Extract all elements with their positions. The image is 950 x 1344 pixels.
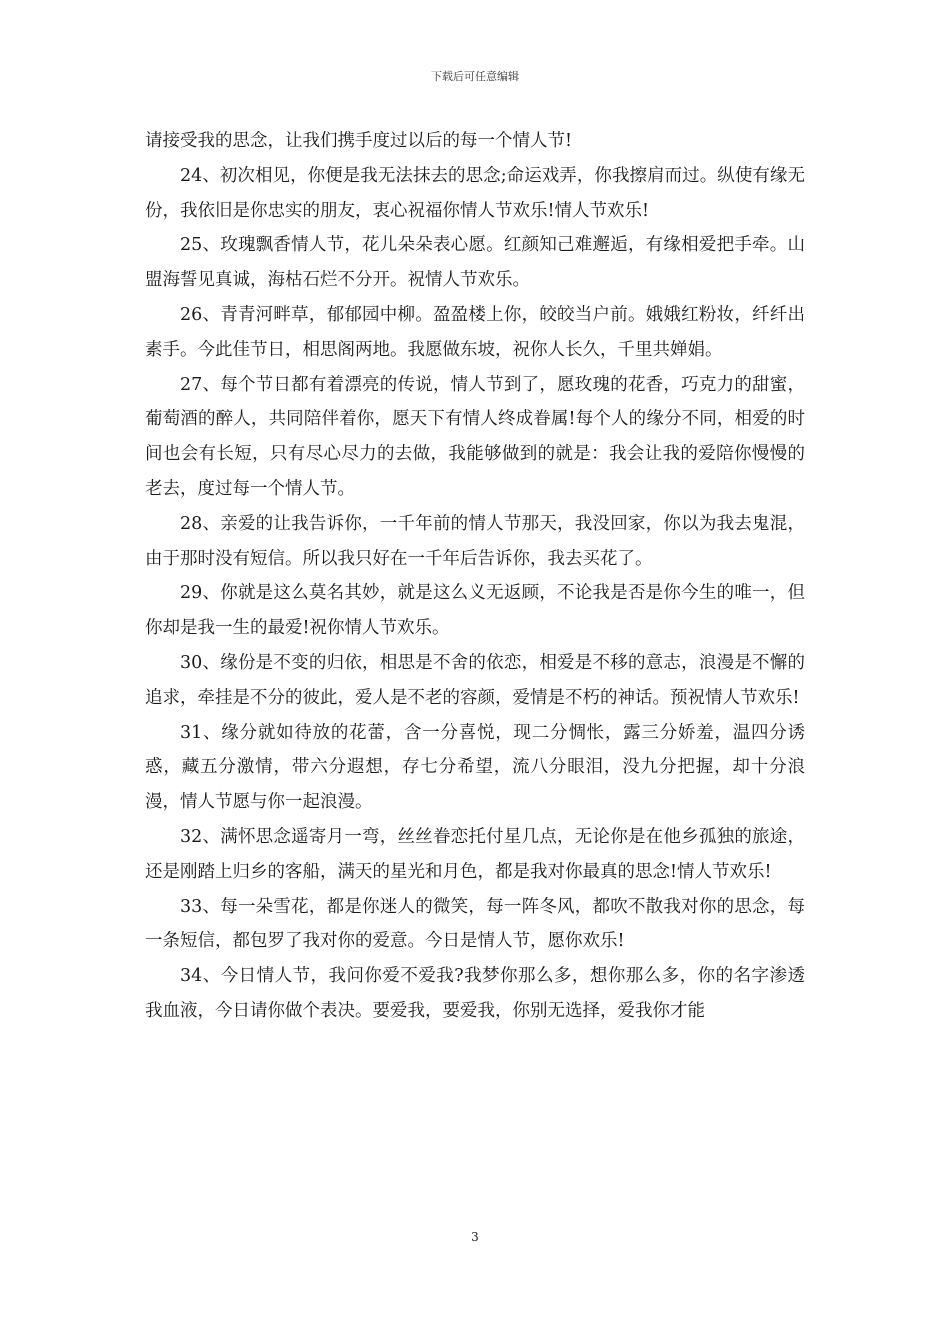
paragraph-continuation: 请接受我的思念，让我们携手度过以后的每一个情人节!: [145, 131, 573, 151]
paragraph-30: 30、缘份是不变的归依，相思是不舍的依恋，相爱是不移的意志，浪漫是不懈的追求，牵挂是不分的彼此，爱人是不老的容颜，爱情是不朽的神话。预祝情人节欢乐!: [145, 652, 805, 708]
paragraph-27: 27、每个节日都有着漂亮的传说，情人节到了，愿玫瑰的花香，巧克力的甜蜜，葡萄酒的醉人，共同陪伴着你，愿天下有情人终成眷属!每个人的缘分不同，相爱的时间也会有长短，只有尽心尽力的去做，我能够做到的就是：我会让我的爱陪你慢慢的老去，度过每一个情人节。: [145, 374, 805, 499]
paragraph-28: 28、亲爱的让我告诉你，一千年前的情人节那天，我没回家，你以为我去鬼混，由于那时没有短信。所以我只好在一千年后告诉你，我去买花了。: [145, 513, 805, 569]
paragraph-33: 33、每一朵雪花，都是你迷人的微笑，每一阵冬风，都吹不散我对你的思念，每一条短信，都包罗了我对你的爱意。今日是情人节，愿你欢乐!: [145, 896, 805, 952]
page-number: 3: [471, 1230, 479, 1244]
paragraph-29: 29、你就是这么莫名其妙，就是这么义无返顾，不论我是否是你今生的唯一，但你却是我一生的最爱!祝你情人节欢乐。: [145, 583, 805, 639]
paragraph-26: 26、青青河畔草，郁郁园中柳。盈盈楼上你，皎皎当户前。娥娥红粉妆，纤纤出素手。今此佳节日，相思阁两地。我愿做东坡，祝你人长久，千里共婵娟。: [145, 304, 805, 360]
paragraph-31: 31、缘分就如待放的花蕾，含一分喜悦，现二分惆怅，露三分娇羞，温四分诱惑，藏五分激情，带六分遐想，存七分希望，流八分眼泪，没九分把握，却十分浪漫，情人节愿与你一起浪漫。: [145, 722, 805, 813]
document-body: [145, 124, 805, 1029]
paragraph-24: 24、初次相见，你便是我无法抹去的思念;命运戏弄，你我擦肩而过。纵使有缘无份，我依旧是你忠实的朋友，衷心祝福你情人节欢乐!情人节欢乐!: [145, 165, 805, 221]
paragraph-34: 34、今日情人节，我问你爱不爱我?我梦你那么多，想你那么多，你的名字渗透我血液，今日请你做个表决。要爱我，要爱我，你别无选择，爱我你才能: [145, 966, 805, 1021]
page-header: 下载后可任意编辑: [431, 70, 519, 83]
paragraph-25: 25、玫瑰飘香情人节，花儿朵朵表心愿。红颜知己难邂逅，有缘相爱把手牵。山盟海誓见真诚，海枯石烂不分开。祝情人节欢乐。: [145, 235, 805, 291]
paragraph-32: 32、满怀思念遥寄月一弯，丝丝眷恋托付星几点，无论你是在他乡孤独的旅途，还是刚踏上归乡的客船，满天的星光和月色，都是我对你最真的思念!情人节欢乐!: [145, 826, 805, 882]
